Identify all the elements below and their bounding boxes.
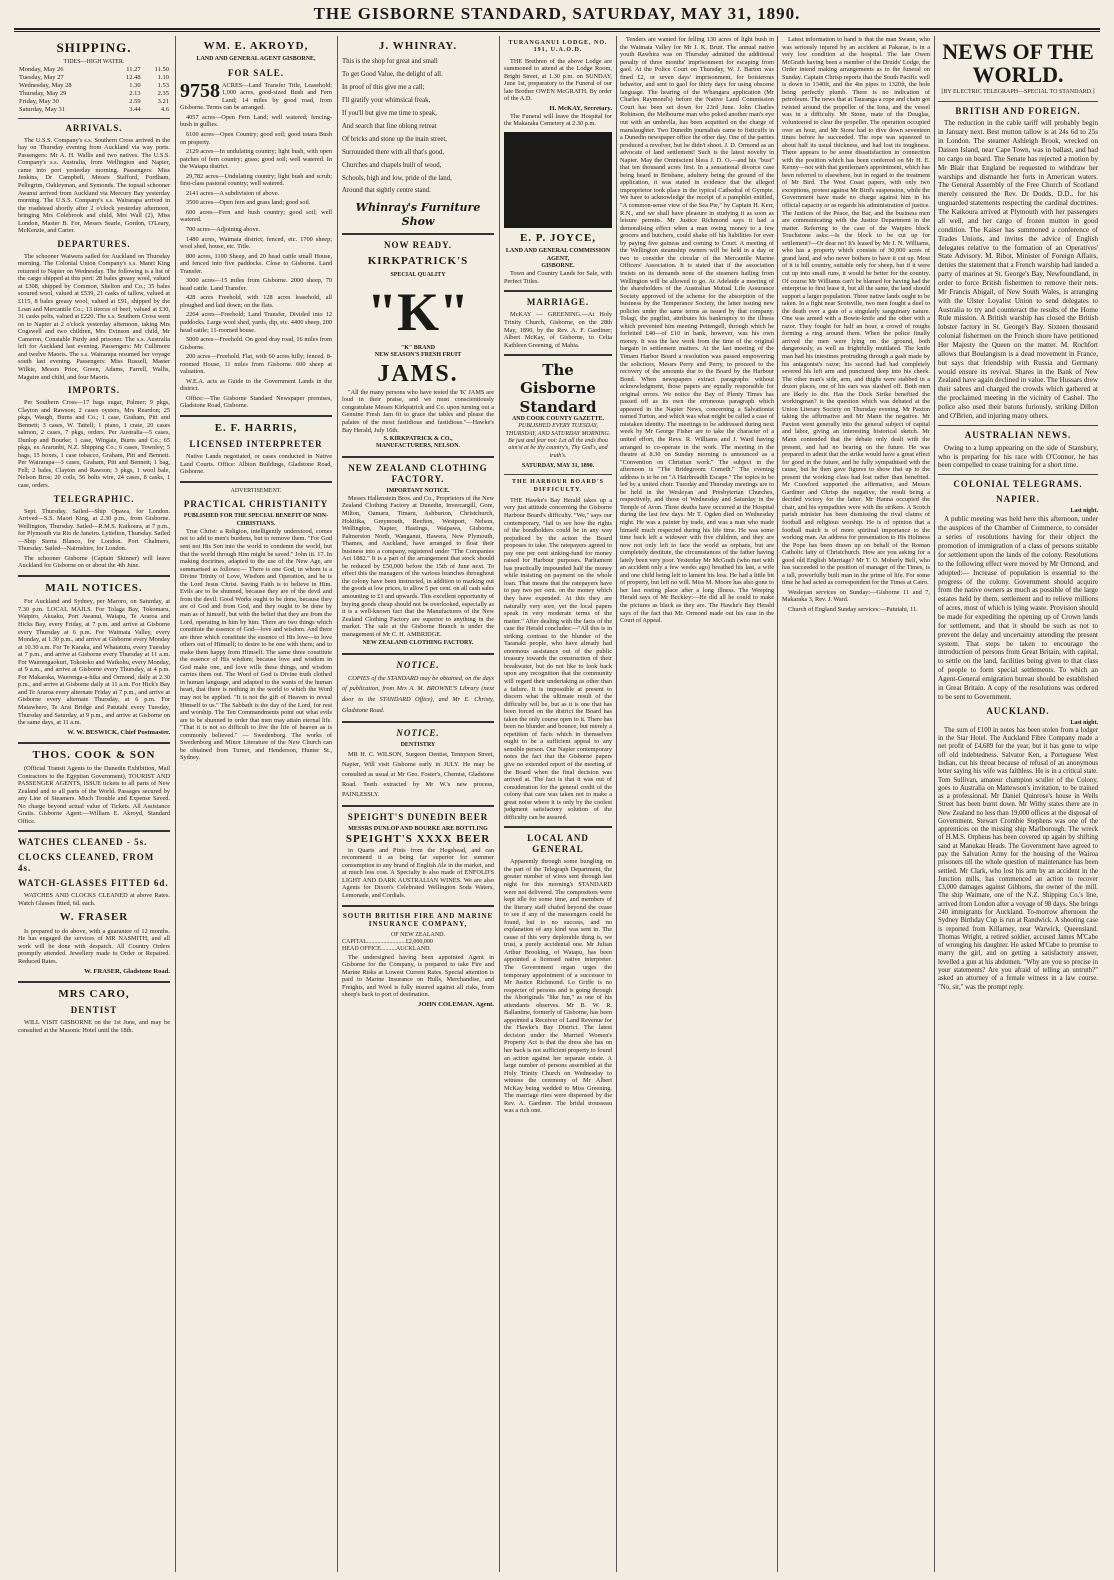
divider — [938, 101, 1098, 102]
coleman-signature: JOHN COLEMAN, Agent. — [418, 1000, 494, 1008]
sale-listing: 2129 acres—In undulating country; light bush, with open patches of fern country; grass; good soil; well watered. In the Waiapu district. — [180, 148, 332, 171]
sale-listing: 700 acres—Adjoining above. — [186, 225, 260, 233]
k-brand-logo: "K" — [367, 281, 469, 342]
tides-heading: TIDES—HIGH WATER. — [63, 58, 125, 65]
poem-line: If you'll but give me time to speak, — [342, 110, 437, 118]
joyce-heading: E. P. JOYCE, — [519, 232, 597, 245]
watches-line-3: WATCH-GLASSES FITTED 6d. — [18, 878, 169, 889]
watches-text: WATCHES AND CLOCKS CLEANED at above Rates. Watch Glasses fitted, 6d. each. — [18, 892, 170, 907]
speight-heading: SPEIGHT'S DUNEDIN BEER — [347, 812, 489, 822]
dentistry-heading: DENTISTRY — [400, 742, 436, 749]
south-british-office: HEAD OFFICE..........AUCKLAND. — [342, 946, 432, 953]
harbour-heading: THE HARBOUR BOARD'S DIFFICULTY. — [511, 479, 604, 493]
tide-time: 4.6 — [160, 105, 169, 113]
divider — [180, 481, 332, 483]
now-ready: NOW READY. — [383, 240, 452, 251]
divider — [938, 425, 1098, 426]
caro-subheading: DENTIST — [70, 1004, 118, 1015]
masthead-rule — [14, 28, 1100, 30]
paper-motto: Be just and fear not: Let all the ends thou aim'st at be thy country's, Thy God's, and truth's. — [508, 438, 608, 459]
tide-time: 2.13 — [129, 89, 141, 97]
joyce-place: GISBORNE. — [541, 263, 575, 270]
tide-row — [18, 98, 170, 106]
poem-line: Of bricks and stone up the main street, — [342, 135, 447, 143]
wesleyan-services: Wesleyan services on Sunday:—Gisborne 11 and 7, Makaraka 3, Rev. J. Ward. — [782, 588, 930, 604]
divider — [18, 575, 170, 577]
british-foreign-text: The reduction in the cable tariff will probably begin in January next. Best mutton tallow is at 24s 6d to 25s in London. The steamer Ashleigh Brook, wrecked on Dassen Island, near Cape Town, was in ballast, and had no cargo on board. The Senate has rejected a motion by Mr Blair that England be requested to withdraw her warships and dismantle her forts in American waters. The General Assembly of the Free Church of Scotland merely censured the Rev. Dr Dodds, D.D., for his unguarded statements respecting the cardinal doctrines. The Kaikoura arrived at Plymouth with her passengers all well, and her cargo of frozen mutton in good condition. The Kaiser has summoned a conference of Trades Unions, and invites the advice of English delegates relative to the formation of an Operatives' State Advisory. M. Ribot, Minister of Foreign Affairs, denies the statement that a French warship had landed a party of marines at St. George's Bay, Newfoundland, in order to force British fishermen to remove their nets. Mr Francis Abigail, of New South Wales, is arranging with the Ulster Loyalist Union to send delegates to Australia to try and counteract the results of the Home Rule mission. A British warship has closed the British lobster factory in St. George's Bay. Sixteen thousand colonial fishermen on the French shore have petitioned Her Majesty the Queen on the matter. M. Rochfort allows that Boulangism is a dead movement in France, but says that friendship with Russia and Germany would ensure its revival. Shares in the Bank of New Zealand have again declined in value. The Hussars drew their sabres and charged the crowds which gathered at the proclaimed meeting in the vicinity of Cashel. The police also used their batons furiously, striking Dillon and O'Brien, and injuring many others. — [938, 119, 1098, 420]
tide-time: 11.27 — [126, 66, 141, 74]
column-divider — [616, 36, 617, 1572]
joyce-text: Town and Country Lands for Sale, with Perfect Titles. — [504, 270, 612, 285]
napier-date: Last night. — [1070, 508, 1098, 515]
divider — [342, 653, 494, 655]
schooner-notice: The schooner Gisborne (Captain Skinner) will leave Auckland for Gisborne on or about the 4th June. — [18, 554, 170, 570]
auckland-date: Last night. — [1070, 719, 1098, 726]
column-divider — [777, 36, 778, 1572]
south-british-capital: CAPITAL..........................£2,000,000 — [342, 938, 433, 945]
divider — [18, 742, 170, 744]
sale-listing: 1480 acres, Waimata district; fenced, etc. 1700 sheep; wool shed, house, etc. Title. — [180, 235, 332, 251]
fraser-heading: W. FRASER — [59, 911, 129, 924]
sale-listing: 200 acres—Freehold. Flat, with 60 acres hilly; fenced. 8-roomed House, 11 miles from Gisborne. 600 sheep at valuation. — [180, 353, 332, 376]
telegraphic-heading: TELEGRAPHIC. — [53, 493, 135, 504]
australian-news-text: Owing to a lump appearing on the side of Stansbury, who is preparing for his race with O'Connor, he has been compelled to cease training for a short time. — [938, 443, 1098, 470]
sale-listing: 600 acres—Fern and bush country; good soil; well watered. — [180, 208, 332, 224]
paper-publication: PUBLISHED EVERY TUESDAY, THURSDAY, AND SATURDAY MORNING. — [505, 423, 611, 437]
nz-clothing-signature: NEW ZEALAND CLOTHING FACTORY. — [362, 640, 474, 647]
church-services: Church of England Sunday services:—Patutahi, 11. — [788, 606, 918, 614]
akroyd-subheading: LAND AND GENERAL AGENT GISBORNE, — [196, 56, 316, 63]
wea-note: W.E.A. acts as Guide to the Government Lands in the district. — [180, 377, 332, 393]
poem-line: To get Good Value, the delight of all. — [342, 71, 443, 79]
caro-text: WILL VISIT GISBORNE on the 1st June, and may be consulted at the Masonic Hotel until the 18th. — [18, 1018, 170, 1034]
practical-christianity-sub: PUBLISHED FOR THE SPECIAL BENEFIT OF NON-CHRISTIANS. — [183, 513, 329, 527]
notice-heading-2: NOTICE. — [396, 728, 440, 739]
departures-heading: DEPARTURES. — [57, 238, 131, 249]
harbour-text: THE Hawke's Bay Herald takes up a very just attitude concerning the Gisborne Harbour Board's difficulty. "We," says our contemporary, "fail to see how the rights of the bondholders could be in any way prejudiced by the action the Board proposes to take. The ratepayers agreed to pay one per cent sinking-fund for money raised for Harbour purposes. Parliament has practically impounded half the money while insisting on payment on the whole loan. That means that the ratepayers have to pay two per cent. on the money which they have expended. At this they are naturally very sore, yet the local papers speak in very moderate terms of the matter." After dealing with the facts of the case the Herald concludes:—"All this is in striking contrast to the blunder of the Taranaki people, who have already had enormous assistance out of the public treasury towards the construction of their breakwater, but do not like to look back upon any recognition that the community will regard their undertaking as other than a failure. It is impossible at present to discern what the ultimate result of the difficulty will be, but as it is one that has been forced on the district the Board has taken the only course open to it. There has been no blunder and bounce, but merely a repetition of facts which in themselves ought to be a sufficient appeal to any sensible person. Our Napier contemporary notes the fact that the Gisborne papers give no extended report of the meeting of the Board when the final decision was arrived at. The fact is that it was out of consideration for the general credit of the colony that care was taken not to make a great noise where it is only by the coolest judgment satisfactory solution of the difficulty can be assured. — [504, 496, 612, 821]
column-1 — [18, 36, 170, 1572]
sale-listing: 800 acres, 1100 Sheep, and 20 head cattle small House, and fenced into five paddocks. Close to Gisborne. Land Transfer. — [180, 252, 332, 275]
tide-time: 1.10 — [157, 74, 169, 82]
speight-xxxx: SPEIGHT'S XXXX BEER — [345, 833, 491, 846]
column-divider — [337, 36, 338, 1572]
tide-row — [18, 82, 170, 90]
sale-listing: 428 acres Freehold, with 128 acres leasehold, all ploughed and laid down; on the flats. — [180, 294, 332, 309]
napier-text: A public meeting was held here this afternoon, under the auspices of the Chamber of Commerce, to consider a series of resolutions having for their object the promotion of immigration of a class of persons suitable for settlement upon the lands of the colony. Resolutions to the following effect were moved by Mr Ormond, and adopted:— Increase of population is essential to the progress of the colony. Government should acquire from the native owners as much as possible of the large estates held by them, settlement and to relieve millions of acres, most of which is lying waste. Provision should be made for expediting the opening up of Crown lands for settlement, and that it should be such as not to prevent the delay and uncertainty attending the present system. That steps be taken to encourage the introduction of persons from Great Britain, with capital, to settle on the land, facilities being given to that class of people to form special settlements. To which an Agent-General emigration bureau should be established in Great Britain. A copy of the resolutions was ordered to be sent to Government. — [938, 515, 1098, 701]
important-notice: IMPORTANT NOTICE. — [386, 487, 450, 494]
divider — [504, 826, 612, 828]
poem-line: Surrounded there with all that's good, — [342, 148, 445, 156]
sale-listings — [180, 114, 332, 376]
joyce-subheading: LAND AND GENERAL COMMISSION AGENT, — [505, 248, 611, 262]
new-season: NEW SEASON'S FRESH FRUIT — [374, 352, 462, 359]
column-3 — [342, 36, 494, 1572]
speight-text: in Quarts and Pints from the Hogshead, and can recommend it as being far superior for summer consumption to any brand of English Ale in the market, and at much less cost. A Specialty is also made of ENFOLD'S LIGHT AND DARK AUSTRALIAN WINES. We are also Agents for Dixon's Celebrated Wellington Soda Waters, Lemonade, and Cordials. — [342, 846, 494, 899]
masthead: THE GISBORNE STANDARD, SATURDAY, MAY 31, 1890. — [313, 4, 801, 23]
south-british-heading: SOUTH BRITISH FIRE AND MARINE INSURANCE COMPANY, — [342, 911, 494, 929]
tide-row — [18, 106, 170, 114]
tide-time: 3.21 — [157, 97, 169, 105]
divider — [18, 981, 170, 983]
masthead-rule-thin — [14, 31, 1100, 32]
poem-line: Churches and chapels built of wood, — [342, 161, 442, 169]
local-items-text-2: Latest information to hand is that the man Swann, who was seriously injured by an accident at Pakarae, is in a very low condition at the hospital. The late Owen McGrath having been a member of the Druids' Lodge, the Order intend making arrangements as to the funeral on Sunday. Captain Chrisp reports that the South Pacific well is down to 1340ft, and the 4in pipes to 1320ft, the hole being perfectly plumb. There is no indication of petroleum. The news that at Tauranga a rope and chain got twisted around the propeller of the Iona, and the vessel was in a difficulty. Mr Stone, mate of the Douglas, volunteered to clear the propeller. The operation occupied over an hour, and Mr Stone had to dive down seventeen times before he succeeded. The rope was squeezed to about half its usual thickness, and had lost its toughness. There appears to be some dissatisfaction in connection with the position which has been conferred on Mr H. E. Kenny—not with that gentleman's appointment, which has been referred to elsewhere, but in regard to the treatment of Mr Bird. The West Coast papers, with only two exceptions, protest against Mr Bird's suspension, while the Government have made no charge against him in his official capacity or as regards his administration of justice. The Justices of the Peace, the Bar, and the business men are communicating with the Justice Department in the matter. Referring to the case of the Waipiro block Touchstone asks:—Is the block to be cut up for settlement?—Or dear no! It's leased by Mr J. N. Williams, who has a property which consists of 30,000 acres of grand land, and who never bothers to have it cut up. Most of it is hill country, suitable only for sheep, but if it were cut up into small runs, it would be better for the country. Of course Mr Williams can't be blamed for having had the enterprise to first lease it, but all the same, the land should support a larger population. Three native lands ought to be taken. In a fight near Scotsville, two men fought a duel to the death over a gate of a singularly sanguinary nature. One was armed with a Bowie-knife and the other with a razor. They fought for half an hour, a crowd of roughs forming a ring around them. When the police finally arrived the men were lying on the ground, both dangerously, as well as frightfully mutilated. The knife man had his intestines protruding through a gash made by his antagonist's razor; his second had had completely severed his left arm and punctured deep into his cheek. The other man's side, arm, and thighs were stabbed in a dozen places, one of his ears was slashed off. Both men are likely to die. Has the Dock Strike benefited the workingman? is the question which was debated at the Union Literary Society on Thursday evening. Mr Paxton taking the affirmative and Mr Mann the negative. Mr Paxton went generally into the general subject of capital and labor, giving an interesting historical sketch. Mr Mann contended that the debate only dealt with the present, and had no bearing on the future. He was prepared to admit that the strike would have a great effect for good in the future, and he fully sympathised with the cause, but he then gave figures to show that up to the present the working class had lost rather than benefited. Mr Crawford supported the affirmative, and Messrs Gardiner and Chrisp the negative, the result being a decided victory for the latter. Mr Hanna occupied the chair, and his sympathies were with the strikers. A Scotch parish minister has been dismissing the rival claims of football and religious worship. He is of opinion that a football match is of more spiritual importance to the working man. An address for presentation to His Holiness the Pope has been drawn up on behalf of the Roman Catholic laity of Christchurch. How are you asking for a good old English Marriage? Mr T. O. Moberly Bell, who has succeeded to the position of manager of the Times, is a tall, powerfully built man in the prime of life. For some time he had acted as correspondent for the Times at Cairo. — [782, 36, 930, 587]
sale-listing: 2264 acres—Freehold; Land Transfer, Divided into 12 paddocks. Large wool shed, yards, dip, etc. 4400 sheep, 200 head cattle; 11-roomed house. — [180, 311, 332, 334]
column-4 — [504, 36, 612, 1572]
cook-heading: THOS. COOK & SON — [32, 748, 156, 761]
kirkpatrick-signature: S. KIRKPATRICK & CO., — [383, 436, 453, 443]
divider — [938, 474, 1098, 475]
shipping-heading: SHIPPING. — [56, 40, 132, 55]
divider — [342, 233, 494, 235]
tide-time: 3.44 — [129, 105, 141, 113]
wilson-text: MR H. C. WILSON, Surgeon Dentist, Tennyson Street, Napier, Will visit Gisborne early in JULY. He may be consulted as usual at Mr Geo. Foster's, Chemist, Gladstone Road. Teeth extracted by Mr W.'s new process, PAINLESSLY. — [342, 750, 494, 798]
sale-lead-number: 9758 — [180, 79, 220, 102]
australian-news-heading: AUSTRALIAN NEWS. — [964, 429, 1072, 440]
kirkpatrick-signature-2: MANUFACTURERS, NELSON. — [375, 443, 461, 450]
local-general-text: Apparently through some bungling on the part of the Telegraph Department, the greater number of wires sent through last night for this morning's STANDARD were not delivered. The compositors were kept idle for some time, and members of the literary staff chafed beyond the cease to see if any of the messengers could be found, but to no success, and no explanation of any kind was sent in. The cause of this very deplorable thing is, we trust, a purely accidental one. Mr Julian Arthur Brooking, of Waiapu, has been appointed a licensed native interpreter. The Government organ urges the temporary appointment of a successor to Mr Justice Richmond. Lo Griffe is no respecter of persons and is going through the Aboriginals "like fun," as one of his attendants observes. Mr B. W. R. Ballantine, formerly of Gisborne, has been appointed a Receiver of Land Revenue for the Hawke's Bay District. The latest decision under the Married Women's Property Act is that the dress she has on her back is not sufficient property to found an action against her separate estate. A large number of persons assembled at the Holy Trinity Church on Wednesday to witness the ceremony of Mr Albert McKay being wedded to Miss Greening. The marriage rites were dispensed by the Rev. A. Gardiner. The bridal trousseau was a rich one. — [504, 858, 612, 1115]
watches-line-2: CLOCKS CLEANED, FROM 4s. — [18, 852, 155, 874]
sale-listing: 4057 acres—Open Fern Land; well watered; fencing-bush in gullies. — [180, 113, 332, 129]
column-2 — [180, 36, 332, 1572]
mail-notices-heading: MAIL NOTICES. — [45, 581, 143, 594]
tide-day: Saturday, May 31 — [19, 105, 65, 113]
kirkpatrick-heading: KIRKPATRICK'S — [367, 255, 469, 268]
whinray-furniture-show: Whinray's Furniture Show — [355, 201, 481, 228]
marriage-text: McKAY — GREENING.—At Holy Trinity Church, Gisborne, on the 28th May, 1890, by the Rev. A. F. Gardiner; Albert McKay, of Gisborne, to Celia Kathleen Greening, of Mahia. — [504, 311, 612, 349]
column-divider — [934, 36, 935, 1572]
sale-listing: 5000 acres—Freehold. On good dray road, 16 miles from Gisborne. — [180, 336, 332, 351]
column-divider — [499, 36, 500, 1572]
poem-line: In proof of this give me a call; — [342, 84, 425, 92]
mourning-border — [504, 132, 612, 228]
sale-listing: 3500 acres—Open fern and grass land; good soil. — [186, 199, 311, 207]
sale-lead-text: ACRES—Land Transfer Title, Leasehold; 1,000 acres, good-sized Bush and Fern Land; 14 miles by good road, from Gisborne. Terms can be arranged. — [180, 81, 332, 112]
column-6 — [782, 36, 930, 1572]
tides-table — [18, 66, 170, 114]
paper-date: SATURDAY, MAY 31, 1890. — [521, 462, 595, 469]
sale-lead — [180, 79, 332, 112]
tide-day: Wednesday, May 28 — [19, 82, 72, 90]
british-foreign-heading: BRITISH AND FOREIGN. — [955, 105, 1081, 116]
divider — [342, 456, 494, 458]
paper-title: The Gisborne Standard — [519, 361, 597, 416]
tide-time: 12.48 — [125, 74, 141, 82]
column-divider — [175, 36, 176, 1572]
notice-text: COPIES of the STANDARD may be obtained, on the days of publication, from Mrs A. M. BROWNE'S Library (next door to the STANDARD Office), and Mr E. Christy, Gladstone Road. — [342, 674, 494, 714]
auckland-text: The sum of £100 in notes has been stolen from a lodger in the Star Hotel. The Auckland Fibre Company made a net profit of £4,689 for the year, but it has gone to wipe off old indebtedness. Salvator Ken, a Portuguese West Indian, cut his throat because of refusal of an anonymous letter saying his wife was faithless. He is in a critical state. Tom Sullivan, amateur champion sculler of the Colony, goes to Australia on Mattewson's invitation, to be trained as a professional. Mr Daniel Quinrose's house in Wells Street has been burnt down. Mr Withy states there are in New Zealand no less than 19,000 offices at the disposal of Government. Stewart Crombie Stephens was one of the apprentices on the missing ship Marlborough. The wreck of H.M.S. Orpheus has been covered up again by shifting sand at Manukau Heads. The Government have agreed to pay the Salvation Army for the housing of the Wairoa prisoners till the whole question of maintenance has been settled. Mr Clark, who lost his arm by an accident in the Junction mills, has commenced an action to recover £3,000 damages against Gibbons, the owner of the mill. The ship Waimate, one of the N.Z. Shipping Co.'s line, arrived from London after a voyage of 98 days. She brings 240 immigrants for Auckland. To-morrow afternoon the Sydney Birthday Cup is run at Randwick. A shooting case is reported from Killarney, near Warwick, Queensland. Thomas Wright, a retired soldier, accused James M'Cabe of wronging his daughter. He asked M'Cabe to promise to marry the girl, and on getting a satisfactory answer, levelled a gun at his abdomen. "Why are you so precise in your statements? Are you afraid of telling an untruth?" asked an attorney of a female witness in a law course. "No, sir," was the prompt reply. — [938, 726, 1098, 991]
column-7 — [938, 36, 1098, 1572]
poem-line: I'll gratify your whimsical freak, — [342, 97, 431, 105]
departures-text: The schooner Waiwera sailed for Auckland on Thursday morning. The Colonial Union Company's s.s. Manri King returned to Napier on Wednesday. The following is a list of the cargo shipped at this port: 28 bales greasy wool, valued at £308, shipped by Common, Shelton and Co.; 35 bales scoured wool, valued at £539, 21 casks of tallow, valued at £115, 8 bales greasy wool, valued at £91, shipped by the Loan and Mercantile Co.; 13 tierces of beef, valued at £30, 31 casks pelts, valued at £220. The s.s. Southern Cross went on to Napier at 2 o'clock yesterday afternoon, taking Mrs Cogswell and two children, Mrs Evinson and child, Mr Cameron, Constable Pardy and prisoner. The s.s. Australia left for Auckland last evening. Passengers: Mr Cullimore and twelve Maoris. The s.s. Wairarapa resumed her voyage south last evening. Passengers: Miss Russell, Master Wilkie, Messrs Prior, Green, Adams, Farrell, Wallis, Maguire and child, and four Maoris. — [18, 252, 170, 381]
nz-clothing-heading: NEW ZEALAND CLOTHING FACTORY. — [348, 462, 488, 484]
tide-row — [18, 66, 170, 74]
caro-heading: MRS CARO, — [58, 987, 130, 1000]
divider — [180, 415, 332, 417]
practical-christianity-text: True Christ: a Religion, intelligently understood, comes not to add to men's burdens, but to remove them. "For God sent not His Son into the world to condemn the world, but that the world through Him might be saved." John iii. 17. In making doctrines, adapted to the use of the New Age, are summarised as follows:— There is one God, in whom is a Divine Trinity of Love, Wisdom and Operation, and he is the Lord Jesus Christ. Saving Faith is to believe in Him. Evils are to be shunned, because they are of the devil and from the devil. Good Works ought to be done, because they are of God and from God, and they ought to be done by man as of himself, but with the belief that they are from the Lord, operating in him by him. There are two things which constitute the essence of God—love and wisdom. And there are three which constitute the essence of His love—to love others out of Himself; to desire to be one with them; and to make them happy from Himself. The same three constitute the essence of His wisdom; because love and wisdom in God make one, and love wills these things, and wisdom carries them out. The Word of God is Divine truth clothed in human language, and adapted to the wants of the human heart, that there is nothing in the world to which the Word may not be applied. "It is not the gift of Heaven to reveal Himself to us." The Sabbath is the day of the Lord, for rest and worship. The Ten Commandments point out what evils are to be shunned in order that men may attain eternal life. "That it is not so difficult to live the life of heaven as is commonly believed." — Swedenborg. The works of Swedenborg and Minor Literature of the New Church can be obtained from Turner, and Henderson, Hunter St., Sydney. — [180, 527, 332, 762]
column-5 — [620, 36, 774, 1572]
lodge-text-2: The Funeral will leave the Hospital for the Makaraka Cemetery at 2.30 p.m. — [504, 112, 612, 128]
notice-heading: NOTICE. — [396, 659, 440, 670]
fraser-text: Is prepared to do above, with a guarantee of 12 months. He has engaged the services of MR NASMITH, and all work will be done with despatch. All Country Orders promptly attended. Jewellery made to Order or Repaired. Reduced Rates. — [18, 927, 170, 965]
tide-day: Tuesday, May 27 — [19, 74, 64, 82]
tide-time: 1.30 — [129, 82, 141, 90]
special-quality: SPECIAL QUALITY — [390, 271, 446, 278]
south-british-sub: OF NEW ZEALAND. — [390, 931, 446, 938]
jams-heading: JAMS. — [377, 360, 459, 387]
divider — [18, 830, 170, 832]
for-sale-heading: FOR SALE. — [227, 67, 284, 78]
auckland-heading: AUCKLAND. — [986, 705, 1050, 716]
lodge-text: THE Brethren of the above Lodge are summoned to attend at the Lodge Room, Bright Street, at 1.30 p.m. on SUNDAY, June 1st, preparatory to the Funeral of our late Brother OWEN McGRATH. By order of the A.D. — [504, 57, 612, 103]
imports-heading: IMPORTS. — [68, 385, 120, 396]
whinray-poem — [342, 56, 494, 198]
telegraphic-text: Sept. Thursday. Sailed—Ship Opawa, for London. Arrived—S.S. Maori King, at 2.30 p.m., from Gisborne. Wellington, Thursday. Sailed—R.M.S. Kaikoura, at 7 p.m., for Plymouth via Rio de Janeiro. Lyttelton, Thursday. Sailed—Ship Sierra Blanco, for London. Port Chalmers, Thursday. Sailed—Nairnshire, for London. — [18, 507, 170, 553]
local-items-text: Tenders are wanted for felling 130 acres of light bush in the Waimata Valley for Mr J. K. Bruit. The annual native youth Rawhira was on Thursday admitted the additional penalty of three months' imprisonment for escaping from gaol. At the Police Court on Thursday, W. J. Barton was fined £2, or seven days' imprisonment, for boisterous behavior, and sent to gaol for thirty days for using obscene language. The hearing of the Whangara application (Mr Charles Raymond's) before the Native Land Commission Court has been set down for 23rd June. John Charles Robinson, the Melbourne man who poked another man's eye out with an umbrella, has been acquitted on the charge of manslaughter. Two Dunedin journalists came to fisticuffs in a Dunedin newspaper office the other day. One of the parties produced a revolver, but he didn't shoot. J. D. Ormond as an advocate of land settlement! Such is the latest novelty in Napier. May the Omniscient bless J. D. O.—and his "bust" that ten thousand acres first. In a sensational divorce case being heard in Brisbane, adultery being the ground of the application, it was stated in evidence that the alleged improprietor took place in the typical Cathedral of Gympie. We have to acknowledge the receipt of a pamphlet entitled, "A common-sense view of the Sea Pie," by Captain H. Kerr, R.N., and we shall have pleasure in studying it as soon as leisure permits. Mr Justice Richmond says it had a demoralising effect when a man owing money to a few grocers and butchers, could shake off his liabilities for ever by paying five guineas and coming to Court. A meeting of the Wellington steamship owners will be held in a day or two to consider the circular of the Mercantile Marine Officers' Association. It is stated that if the association insists on its demands none of the steamers hailing from Wellington will be allowed to go. At Adelaide a meeting of the shareholders of the Australian Mutual Life Assurance Society approved of the scheme for the absorption of the business by the Temperance Society, the latter issuing new policies under the same terms as issued by that company. Tolagi, the pugilist, attributes his bankruptcy to the illness which prevented him meeting Pettengell, through which he forfeited £40—of £10 in bank, however, was his own money. It was the law work from the time of the original bargain in settlement matters. At the last meeting of the Timaru Harbor Board a resolution was passed empowering the solicitors, Messrs Perry and Perry, to proceed to the recovery of the amounts due to the Board by the Harbour Bond. When newspapers extract paragraphs without acknowledgment, those papers are equally responsible for original errors. We notice the Bay of Plenty Times has passed off as its own the erroneous paragraph which appeared in the Napier News, concerning a Salvationist named Turton, and which was what might be called a case of mistaken identity. The meetings to be addressed during next week by Mr George Fisher are to take the character of a united effort, the Revs. R. Williams and J. Ward having arranged to co-operate in the work. The meeting in the theatre at 8.30 on Sunday morning is announced as a "Convention on Christian work." The subject in the afternoon is "The Bridegroom Cometh." The evening address is to be on "A Hairbreadth Escape." The topics to be led by a united choir. Tuesday and Thursday meetings are to be held in the Wesleyan and Presbyterian Churches, respectively, and those of Wednesday and Saturday in the Temple of Avon. Three deaths have occurred at the Hospital during the last few days. Mr T. Ogden died on Wednesday night. He was a painter by trade, and was a man who made himself much respected during his life time. He was some time back left a widower with five children, and they are now not only left to face the world as orphans, but are completely destitute, the circumstances of the father having lately been very poor. Yesterday Mr McGrath (who met with an accident only a few weeks ago) breathed his last, a wife and one child being left to lament his loss. He had a little bit of property, but left no will. Miss M. Moore has also gone to her last resting place after a long illness. The Weeping Herald says of Mr Beckley:—He did all he could to make the pictures as black as they are. The Hawke's Bay Herald says of the fact that Mr. Ormond made out his case in the Court of Appeal. — [620, 36, 774, 625]
news-byline: [BY ELECTRIC TELEGRAPH—SPECIAL TO STANDARD.] — [941, 89, 1095, 96]
practical-christianity-heading: PRACTICAL CHRISTIANITY — [183, 499, 329, 510]
divider — [504, 474, 612, 475]
arrivals-heading: ARRIVALS. — [65, 122, 123, 133]
colonial-telegrams-heading: COLONIAL TELEGRAMS. — [953, 479, 1083, 490]
fraser-signature: W. FRASER, Gladstone Road. — [84, 967, 170, 975]
tide-row — [18, 74, 170, 82]
cook-text: (Official Transit Agents to the Dunedin Exhibition, Mail Contractors to the Egyptian Government), TOURIST AND PASSENGER AGENTS, ISSUE tickets to all parts of New Zealand and to all parts of the World. Passages secured by any Line of Steamers. Much Trouble and Expense Saved. No charge beyond actual value of Tickets. All Assistance Gratis. Gisborne Agent:—William E. Akroyd, Standard Office. — [18, 765, 170, 825]
paper-subtitle: AND COOK COUNTY GAZETTE. — [511, 416, 605, 423]
nz-clothing-text: Messrs Hallenstein Bros. and Co., Proprietors of the New Zealand Clothing Factory at Dunedin, Invercargill, Gore, Milton, Oamaru, Timaru, Ashburton, Christchurch, Hokitika, Greymouth, Reefton, Westport, Nelson, Wellington, Napier, Hastings, Waipawa, Gisborne, Palmerston North, Wanganui, Hawera, New Plymouth, Thames, and Auckland, have arranged to float their business into a company, registered under "The Companies Act 1882." It is a part of the arrangement that stock should be reduced by £50,000 before the 15th of June next. To effect this the managers of the various branches throughout the colony have been instructed, in addition to marking out the goods at low prices, to allow 5 per cent. on all cash sales amounting to £1 and upwards. This excellent opportunity of buying goods cheap should not be overlooked, especially as it is a well-known fact that the Manufactures of the New Zealand Clothing Factory are superior to anything in the market. The sale at the Gisborne Branch is under the management of Mr C. H. AMBRIDGE. — [342, 494, 494, 638]
tide-time: 1.53 — [157, 82, 169, 90]
harris-text: Native Lands negotiated, or cases conducted in Native Land Courts. Office: Albion Buildings, Gladstone Road, Gisborne. — [180, 453, 332, 476]
watches-line-1: WATCHES CLEANED - 5s. — [18, 837, 148, 848]
mail-notices-text: For Auckland and Sydney, per Maroro, on Saturday, at 7.30 p.m. LOCAL MAILS. For Tolaga Bay, Tokomaru, Waipiro, Akuaku, Port Awanui, Waiapu, Te Araroa and Hicks Bay, every Friday, at 7 p.m. and arrive at Gisborne every Thursday at 6 p.m. For Waimata Valley, every Monday, at 1.30 p.m., and arrive at Gisborne every Monday at 10.30 a.m. For Te Karaka, and Whatatutu, every Tuesday at 7 p.m., and arrive at Gisborne every Thursday at 11 a.m. For Waerengaokuri, Tokotoko and Waikohu, every Monday, at 9 a.m., and arrive at Gisborne every Thursday, at 4 p.m. For Makaraka, Waerenga-a-hika and Ormond, daily at 2.30 p.m., and arrive at Gisborne daily at 11 a.m. For Hick's Bay and Te Araroa every alternate Friday at 7 p.m., and arrive at Gisborne every alternate Thursday, at 6 p.m. For Matawhero, Te Arai Bridge and Patutahi every Tuesday, Thursday and Saturday, at 9 p.m., and arrive at Gisborne on the same days, at 11 a.m. — [18, 598, 170, 727]
tide-day: Monday, May 26 — [19, 66, 64, 74]
south-british-text: The undersigned having been appointed Agent in Gisborne for the Company, is prepared to take Fire and Marine Risks at Lowest Current Rates. Special attention is paid to Marine Insurance on Hulls, Merchandise, and Freights, and Wool is fully insured against all risks, from sheep's back to port of destination. — [342, 953, 494, 999]
poem-line: This is the shop for great and small — [342, 58, 438, 66]
divider — [18, 118, 170, 119]
harris-heading: E. F. HARRIS, — [214, 422, 298, 435]
advertisement-label: ADVERTISEMENT. — [230, 488, 282, 495]
sale-listing: 29,782 acres—Undulating country; light bush and scrub; first-class pastoral country; well watered. — [180, 172, 332, 188]
news-of-the-world-heading: NEWS OF THE WORLD. — [942, 39, 1094, 88]
poem-line: Around that sightly centre stand. — [342, 187, 431, 195]
divider — [504, 354, 612, 356]
divider — [342, 805, 494, 807]
akroyd-heading: WM. E. AKROYD, — [203, 40, 309, 52]
whinray-heading: J. WHINRAY. — [378, 40, 458, 52]
lodge-heading: TURANGANUI LODGE, NO. 191, U.A.O.D. — [508, 40, 608, 54]
local-general-heading: LOCAL AND GENERAL — [527, 833, 589, 855]
tide-time: 2.35 — [157, 89, 169, 97]
k-brand: "K" BRAND — [400, 344, 436, 351]
poem-line: Schools, high and low, pride of the land, — [342, 174, 452, 182]
divider — [504, 290, 612, 292]
lodge-signature: H. McKAY, Secretary. — [549, 104, 612, 112]
tide-time: 2.59 — [129, 97, 141, 105]
divider — [342, 905, 494, 907]
napier-heading: NAPIER. — [996, 494, 1040, 505]
office-note: Office:—The Gisborne Standard Newspaper premises, Gladstone Road, Gisborne. — [180, 394, 332, 410]
sale-listing: 6100 acres—Open Country; good soil; good totara Bush on property. — [180, 130, 332, 146]
speight-subheading: MESSRS DUNLOP AND BOURKE ARE BOTTLING — [348, 825, 488, 832]
sale-listing: 3000 acres—15 miles from Gisborne. 2000 sheep, 70 head cattle. Land Transfer. — [180, 277, 332, 292]
tide-row — [18, 90, 170, 98]
marriage-heading: MARRIAGE. — [526, 297, 590, 308]
poem-line: And search that fine oblong retreat — [342, 122, 437, 130]
divider — [342, 721, 494, 723]
sale-listing: 2141 acres—A subdivision of above. — [186, 189, 280, 197]
tide-time: 11.50 — [154, 66, 169, 74]
harris-subheading: LICENSED INTERPRETER — [189, 439, 323, 450]
arrivals-text: The U.S.S. Company's s.s. Southern Cross arrived in the bay on Thursday evening from Auckland via way ports. Passengers: Mr A. H. Wallis and two natives. The U.S.S. Company's s.s. Australia, from Wellington and Napier, came into port yesterday morning. Passengers: Miss Jenkins, Dr Campbell, Messrs Stafford, Fordham, Pellegrim, Oakleyman, and Symonds. The topsail schooner Awanui arrived from Auckland via Mercury Bay yesterday morning. The U.S.S. Company's s.s. Wairarapa arrived in the roadstead shortly after 2 o'clock yesterday afternoon, bringing Mrs Colebrook and child, Mrs Wall (2), Miss London, Master B. For, Messrs Searle, Gordon, O'Leary, McKenzie, and Carter. — [18, 136, 170, 235]
imports-text: Per Southern Cross—17 bags sugar, Palmer; 9 pkgs, Clayton and Rawson; 2 cases oysters, Mrs Reardon; 25 pkgs, Waugh, Burns and Co.; 1 case, Graham, Pitt and Bennett; 3 cases, W. Tattell; 1 piano, 1 crate, 20 cases salmon, 2 cases, 7 pkgs, orders. Per Australia—5 cases, Dunlop and Bourke; 1 case, Wingate, Burns and Co.; 65 pkgs, ex Ararunbi, N.Z. Shipping Co.; 6 cases, Townley; 5 bags, 15 boxes, 1 case tobacco, Graham, Pitt and Bennett. Per Wairarapa—3 cases, Graham, Pitt and Bennett; 1 bag, Fell; 2 bales, Clayton and Rawson; 3 pkgs, 1 wool bale, Nelson Bros; 20 coils, 56 bolts wire, 24 cases, 8 casks, 1 case, orders. — [18, 399, 170, 490]
tide-day: Friday, May 30 — [19, 97, 59, 105]
postmaster-signature: W. W. BESWICK, Chief Postmaster. — [67, 728, 170, 736]
kirkpatrick-text: "All the many persons who have tested the 'K' JAMS are loud in their praise, and we must conscientiously congratulate Messrs Kirkpatrick and Co. upon turning out a Genuine Fresh Jam fit to grace the tables and please the palates of the most fastidious and fastidious."—Hawke's Bay Herald, July 16th. — [342, 388, 494, 434]
tide-day: Thursday, May 29 — [19, 89, 67, 97]
